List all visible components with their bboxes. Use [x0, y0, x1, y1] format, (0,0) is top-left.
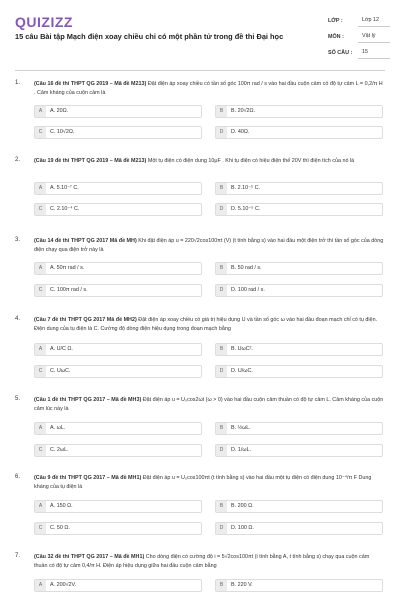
answer-option-d[interactable] [215, 284, 383, 297]
option-letter: B [216, 580, 227, 591]
option-text: D. 5.10⁻⁵ C. [231, 206, 261, 212]
answer-option-b[interactable] [215, 105, 383, 118]
question-source: (Câu 32 đề thi THPT QG 2017 – Mã đề MH1) [34, 554, 145, 560]
question-text [34, 474, 384, 492]
question-source: (Câu 14 đề thi THPT QG 2017 Mã đề MH) [34, 238, 137, 244]
question-number: 1. [15, 80, 21, 86]
question-number: 7. [15, 553, 21, 559]
option-text: B. UωC². [231, 346, 253, 352]
question-text [34, 157, 384, 166]
question-body: Đặt điện áp u = U₀cos2ωt (ω > 0) vào hai đầu cuộn cảm thuần có độ tự cảm L. Cảm kháng của cuộn cảm lúc này là [34, 397, 384, 412]
option-letter: D [216, 285, 227, 296]
question-text [34, 553, 384, 571]
question-body: Cho dòng điện có cường độ i = 5√2cos100πt (i tính bằng A, t tính bằng s) chạy qua cuộn cảm thuần có độ tự cảm 0,4/π H. Điện áp hiệu dụng giữa hai đầu cuộn cảm bằng [34, 554, 370, 569]
option-text: D. 40Ω. [231, 129, 250, 135]
answer-option-c[interactable] [34, 522, 202, 535]
question-number: 4. [15, 316, 21, 322]
answer-option-b[interactable] [215, 262, 383, 275]
option-text: C. 100π rad / s. [50, 287, 88, 293]
option-letter: A [35, 106, 46, 117]
question-number: 3. [15, 237, 21, 243]
option-text: A. U/C Ω. [50, 346, 73, 352]
question-text [34, 396, 384, 414]
question-source: (Câu 1 đề thi THPT QG 2017 – Mã đề MH3) [34, 397, 142, 403]
quizizz-logo: QUIZIZZ [15, 14, 73, 30]
answer-option-c[interactable] [34, 203, 202, 216]
option-text: D. 1/ωL. [231, 447, 252, 453]
question-text [34, 316, 384, 334]
answer-option-a[interactable] [34, 422, 202, 435]
meta-class-row [328, 13, 390, 29]
question-body: Đặt điện áp u = U₀cos100πt (t tính bằng s) vào hai đầu một tụ điện có điện dung 10⁻⁴/π F Dung kháng của tụ điện là [34, 475, 372, 490]
class-label: LỚP : [328, 18, 343, 24]
answer-option-b[interactable] [215, 422, 383, 435]
question-number: 5. [15, 396, 21, 402]
answer-option-a[interactable] [34, 500, 202, 513]
option-text: A. 150 Ω. [50, 503, 73, 509]
subject-value: Vật lý [358, 31, 390, 43]
option-letter: D [216, 127, 227, 138]
question-body: Đặt điện áp xoay chiều có giá trị hiệu dụng U và tần số góc ω vào hai đầu đoạn mạch chỉ có tụ điện. Điện dung của tụ điện là C. Cường độ dòng điện hiệu dụng trong đoạn mạch bằng [34, 317, 378, 332]
option-letter: C [35, 445, 46, 456]
option-letter: D [216, 366, 227, 377]
option-letter: A [35, 423, 46, 434]
option-text: A. 50π rad / s. [50, 265, 85, 271]
question-body: Đặt điện áp xoay chiều có tần số góc 100π rad / s vào hai đầu cuộn cảm có độ tự cảm L = 0,2/π H . Cảm kháng của cuộn cảm là [34, 81, 383, 96]
option-letter: B [216, 263, 227, 274]
option-text: B. 220 V. [231, 582, 253, 588]
option-letter: D [216, 523, 227, 534]
answer-option-a[interactable] [34, 579, 202, 592]
option-text: A. 200√2V. [50, 582, 77, 588]
question-source: (Câu 16 đề thi THPT QG 2019 – Mã đề M213) [34, 81, 147, 87]
answer-option-d[interactable] [215, 126, 383, 139]
question-text [34, 80, 384, 98]
option-letter: A [35, 263, 46, 274]
option-text: B. ½ωL. [231, 425, 251, 431]
option-letter: A [35, 580, 46, 591]
question-source: (Câu 9 đề thi THPT QG 2017 – Mã đề MH1) [34, 475, 142, 481]
question-body: Khi đặt điện áp u = 220√2cos100πt (V) (t tính bằng s) vào hai đầu một điện trở thì tần số góc của dòng điện chạy qua điện trở này là [34, 238, 384, 253]
answer-option-b[interactable] [215, 343, 383, 356]
answer-option-b[interactable] [215, 579, 383, 592]
option-letter: A [35, 183, 46, 194]
question-text [34, 237, 384, 255]
meta-count-row [328, 45, 390, 61]
meta-box [328, 13, 390, 61]
answer-option-a[interactable] [34, 262, 202, 275]
option-letter: A [35, 501, 46, 512]
answer-option-c[interactable] [34, 126, 202, 139]
option-letter: B [216, 344, 227, 355]
question-number: 2. [15, 157, 21, 163]
count-label: SỐ CÂU : [328, 50, 353, 56]
subject-label: MÔN : [328, 34, 344, 40]
answer-option-d[interactable] [215, 203, 383, 216]
option-text: A. 20Ω. [50, 108, 69, 114]
option-letter: D [216, 204, 227, 215]
option-text: B. 20√2Ω. [231, 108, 256, 114]
answer-option-c[interactable] [34, 365, 202, 378]
option-letter: D [216, 445, 227, 456]
answer-option-b[interactable] [215, 500, 383, 513]
option-text: C. 50 Ω. [50, 525, 70, 531]
page-title: 15 câu Bài tập Mạch điện xoay chiều chỉ có một phần tử trong đề thi Đại học [15, 32, 284, 41]
answer-option-a[interactable] [34, 105, 202, 118]
answer-option-b[interactable] [215, 182, 383, 195]
option-text: C. UωC. [50, 368, 71, 374]
question-body: Một tụ điện có điện dung 10μF . Khi tụ điện có hiệu điện thế 20V thì điện tích của nó là [146, 158, 355, 164]
answer-option-c[interactable] [34, 444, 202, 457]
option-text: B. 2.10⁻⁵ C. [231, 185, 261, 191]
option-letter: B [216, 501, 227, 512]
option-text: D. 100 Ω. [231, 525, 254, 531]
option-text: A. ωL. [50, 425, 66, 431]
class-value: Lớp 12 [358, 15, 390, 27]
answer-option-a[interactable] [34, 182, 202, 195]
option-letter: C [35, 127, 46, 138]
question-source: (Câu 19 đề thi THPT QG 2019 – Mã đề M213) [34, 158, 147, 164]
answer-option-d[interactable] [215, 444, 383, 457]
answer-option-a[interactable] [34, 343, 202, 356]
count-value: 15 [358, 47, 390, 59]
option-letter: C [35, 523, 46, 534]
option-text: B. 200 Ω. [231, 503, 254, 509]
answer-option-c[interactable] [34, 284, 202, 297]
option-text: D. 100 rad / s. [231, 287, 265, 293]
option-text: C. 10√2Ω. [50, 129, 75, 135]
option-letter: C [35, 285, 46, 296]
option-text: C. 2ωL. [50, 447, 69, 453]
option-text: B. 50 rad / s. [231, 265, 262, 271]
meta-subject-row [328, 29, 390, 45]
option-letter: B [216, 423, 227, 434]
option-letter: A [35, 344, 46, 355]
option-text: A. 5.10⁻⁷ C. [50, 185, 79, 191]
question-source: (Câu 7 đề thi THPT QG 2017 Mã đề MH2) [34, 317, 137, 323]
option-letter: C [35, 366, 46, 377]
option-text: C. 2.10⁻⁴ C. [50, 206, 80, 212]
answer-option-d[interactable] [215, 365, 383, 378]
answer-option-d[interactable] [215, 522, 383, 535]
header-divider [15, 70, 385, 71]
option-letter: B [216, 183, 227, 194]
option-letter: B [216, 106, 227, 117]
option-letter: C [35, 204, 46, 215]
question-number: 6. [15, 474, 21, 480]
option-text: D. U/ωC. [231, 368, 253, 374]
